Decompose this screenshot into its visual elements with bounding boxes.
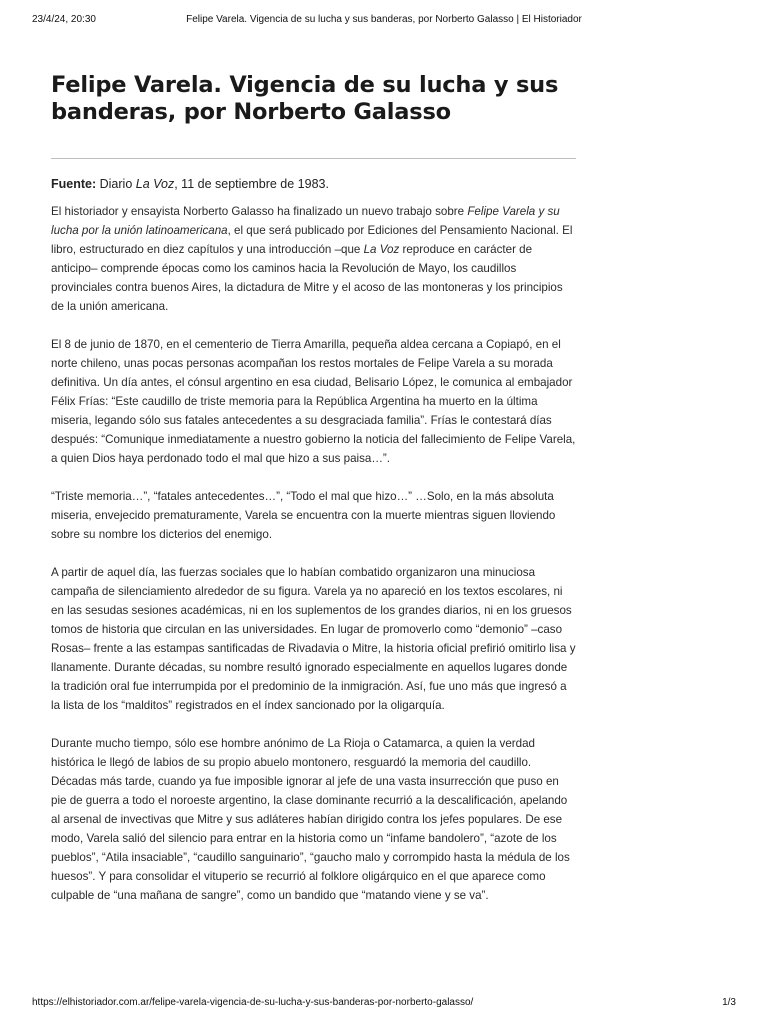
paragraph-3: “Triste memoria…”, “fatales antecedentes…”, “Todo el mal que hizo…” …Solo, en la más absoluta miseria, envejecido prematuramente, Varela se encuentra con la muerte mientras siguen lloviendo sobre su nombre los dicterios del enemigo. (51, 490, 556, 541)
article-title: Felipe Varela. Vigencia de su lucha y sus banderas, por Norberto Galasso (51, 72, 559, 125)
source-prefix: Diario (99, 177, 133, 191)
paragraph-5: Durante mucho tiempo, sólo ese hombre anónimo de La Rioja o Catamarca, a quien la verdad histórica le llegó de labios de su propio abuelo montonero, resguardó la memoria del caudillo. Décadas más tarde, cuando ya fue imposible ignorar al jefe de una vasta insurrección que puso en pie de guerra a todo el noroeste argentino, la clase dominante recurrió a la descalificación, apelando al arsenal de invectivas que Mitre y sus adláteres habían dirigido contra los jefes populares. De ese modo, Varela salió del silencio para entrar en la historia como un “infame bandolero”, “azote de los pueblos”, “Atila insaciable”, “caudillo sanguinario”, “gaucho malo y corrompido hasta la médula de los huesos”. Y para consolidar el vituperio se recurrió al folklore oligárquico en el que aparece como culpable de “una mañana de sangre”, como un bandido que “matando viene y se va”. (51, 737, 570, 902)
paragraph-1-text-c: reproduce en carácter de anticipo– comprende épocas como los caminos hacia la Revolución de Mayo, los caudillos provinciales contra buenos Aires, la dictadura de Mitre y el acoso de las montoneras y los principios de la unión americana. (51, 243, 563, 313)
print-date: 23/4/24, 20:30 (32, 14, 96, 25)
source-publication: La Voz (135, 177, 175, 191)
paragraph-1 (51, 202, 576, 316)
print-header (32, 14, 736, 30)
source-line (51, 175, 576, 194)
page-url: https://elhistoriador.com.ar/felipe-varela-vigencia-de-su-lucha-y-sus-banderas-por-norberto-galasso/ (32, 997, 474, 1008)
paragraph-2: El 8 de junio de 1870, en el cementerio de Tierra Amarilla, pequeña aldea cercana a Copiapó, en el norte chileno, unas pocas personas acompañan los restos mortales de Felipe Varela a su morada definitiva. Un día antes, el cónsul argentino en esa ciudad, Belisario López, le comunica al embajador Félix Frías: “Este caudillo de triste memoria para la República Argentina ha muerto en la última miseria, legando sólo sus fatales antecedentes a su desgraciada familia”. Frías le contestará días después: “Comunique inmediatamente a nuestro gobierno la noticia del fallecimiento de Felipe Varela, a quien Dios haya perdonado todo el mal que hizo a sus paisa…”. (51, 338, 576, 465)
title-divider (51, 158, 576, 159)
article (51, 72, 576, 924)
paragraph-1-text-a: El historiador y ensayista Norberto Galasso ha finalizado un nuevo trabajo sobre (51, 205, 465, 218)
source-date: , 11 de septiembre de 1983. (174, 177, 329, 191)
book-title: Felipe Varela y su lucha por la unión latinoamericana (51, 205, 560, 237)
paragraph-4: A partir de aquel día, las fuerzas sociales que lo habían combatido organizaron una minuciosa campaña de silenciamiento alrededor de su figura. Varela ya no apareció en los textos escolares, ni en las sesudas sesiones académicas, ni en los suplementos de los grandes diarios, ni en los gruesos tomos de historia que circulan en las universidades. En lugar de promoverlo como “demonio” –caso Rosas– frente a las estampas santificadas de Rivadavia o Mitre, la historia oficial prefirió omitirlo lisa y llanamente. Durante décadas, su nombre resultó ignorado especialmente en aquellos lugares donde la tradición oral fue interrumpida por el predominio de la inmigración. Así, fue uno más que ingresó a la lista de los “malditos” registrados en el índex sancionado por la oligarquía. (51, 566, 576, 712)
paragraph-1-text-b: , el que será publicado por Ediciones del Pensamiento Nacional. El libro, estructurado en diez capítulos y una introducción –que (51, 224, 573, 256)
page-number: 1/3 (722, 997, 736, 1008)
print-footer (32, 997, 736, 1013)
source-label: Fuente: (51, 177, 97, 191)
print-page-title: Felipe Varela. Vigencia de su lucha y sus banderas, por Norberto Galasso | El Historiador (186, 14, 582, 25)
article-body (51, 202, 576, 905)
publication-name: La Voz (363, 243, 400, 256)
